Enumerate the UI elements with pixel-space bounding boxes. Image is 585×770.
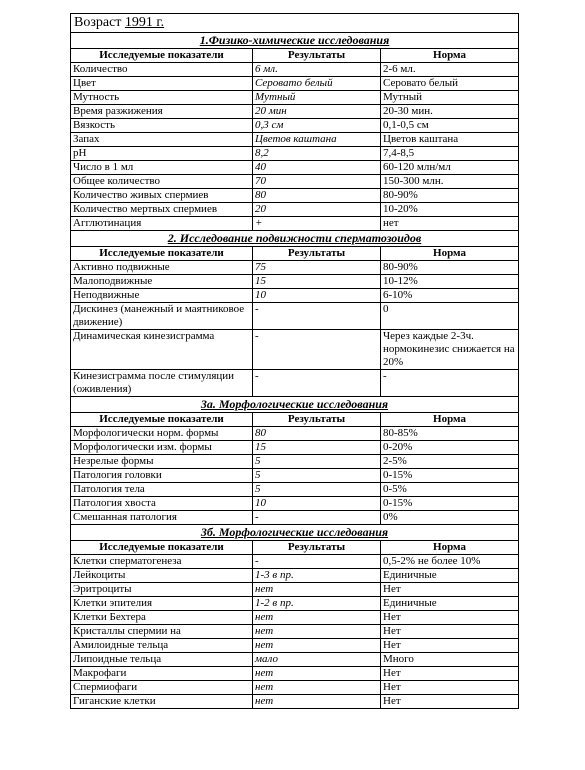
parameter-cell: Лейкоциты [71,569,253,583]
table-row [71,133,519,147]
result-cell: 20 [253,203,381,217]
section-title: 1.Физико-химические исследования [71,33,519,49]
result-cell: - [253,303,381,330]
result-cell: 80 [253,189,381,203]
norm-cell: 7,4-8,5 [381,147,519,161]
age-label: Возраст [74,15,122,30]
header-param: Исследуемые показатели [71,49,253,63]
parameter-cell: Дискинез (манежный и маятниковое движение) [71,303,253,330]
analysis-document [70,13,518,709]
table-row [71,303,519,330]
parameter-cell: Макрофаги [71,667,253,681]
column-header-row [71,247,519,261]
norm-cell: Мутный [381,91,519,105]
result-cell: нет [253,625,381,639]
parameter-cell: Количество живых спермиев [71,189,253,203]
table-row [71,695,519,709]
parameter-cell: Время разжижения [71,105,253,119]
parameter-cell: Неподвижные [71,289,253,303]
result-cell: 10 [253,497,381,511]
parameter-cell: Клетки сперматогенеза [71,555,253,569]
parameter-cell: Клетки эпителия [71,597,253,611]
table-row [71,289,519,303]
result-cell: 1-2 в пр. [253,597,381,611]
header-param: Исследуемые показатели [71,247,253,261]
table-row [71,161,519,175]
result-cell: 1-3 в пр. [253,569,381,583]
result-cell: - [253,555,381,569]
norm-cell: 0% [381,511,519,525]
norm-cell: 0-15% [381,497,519,511]
parameter-cell: Смешанная патология [71,511,253,525]
parameter-cell: Мутность [71,91,253,105]
header-param: Исследуемые показатели [71,541,253,555]
spermogram-table [70,13,519,709]
table-row [71,583,519,597]
parameter-cell: Патология головки [71,469,253,483]
result-cell: - [253,370,381,397]
parameter-cell: Общее количество [71,175,253,189]
table-row [71,667,519,681]
table-row [71,175,519,189]
header-result: Результаты [253,541,381,555]
parameter-cell: Морфологически норм. формы [71,427,253,441]
table-row [71,147,519,161]
parameter-cell: pH [71,147,253,161]
norm-cell: 10-20% [381,203,519,217]
table-row [71,653,519,667]
parameter-cell: Липоидные тельца [71,653,253,667]
norm-cell: 0,5-2% не более 10% [381,555,519,569]
result-cell: 5 [253,469,381,483]
parameter-cell: Количество [71,63,253,77]
parameter-cell: Клетки Бехтера [71,611,253,625]
table-row [71,217,519,231]
section-title-row [71,525,519,541]
result-cell: 20 мин [253,105,381,119]
parameter-cell: Спермиофаги [71,681,253,695]
header-norm: Норма [381,247,519,261]
age-year: 1991 г. [124,15,165,30]
norm-cell: Много [381,653,519,667]
column-header-row [71,49,519,63]
section-title-row [71,231,519,247]
table-row [71,469,519,483]
table-row [71,625,519,639]
result-cell: 80 [253,427,381,441]
parameter-cell: Малоподвижные [71,275,253,289]
section-title-row [71,33,519,49]
norm-cell: Цветов каштана [381,133,519,147]
norm-cell: 20-30 мин. [381,105,519,119]
table-row [71,330,519,370]
norm-cell: Нет [381,611,519,625]
parameter-cell: Динамическая кинезисграмма [71,330,253,370]
table-row [71,569,519,583]
parameter-cell: Амилоидные тельца [71,639,253,653]
norm-cell: Единичные [381,569,519,583]
result-cell: 5 [253,455,381,469]
table-row [71,275,519,289]
result-cell: нет [253,611,381,625]
result-cell: 40 [253,161,381,175]
table-row [71,119,519,133]
norm-cell: Нет [381,681,519,695]
norm-cell: 0-15% [381,469,519,483]
header-result: Результаты [253,49,381,63]
norm-cell: 80-90% [381,261,519,275]
norm-cell: 2-6 мл. [381,63,519,77]
parameter-cell: Активно подвижные [71,261,253,275]
norm-cell: 10-12% [381,275,519,289]
norm-cell: нет [381,217,519,231]
result-cell: нет [253,695,381,709]
result-cell: 15 [253,275,381,289]
table-row [71,63,519,77]
table-row [71,370,519,397]
result-cell: нет [253,667,381,681]
header-norm: Норма [381,541,519,555]
table-row [71,91,519,105]
norm-cell: 0-20% [381,441,519,455]
result-cell: 0,3 см [253,119,381,133]
norm-cell: 80-90% [381,189,519,203]
result-cell: 10 [253,289,381,303]
section-title: 2. Исследование подвижности сперматозоидов [71,231,519,247]
parameter-cell: Запах [71,133,253,147]
result-cell: Серовато белый [253,77,381,91]
header-param: Исследуемые показатели [71,413,253,427]
parameter-cell: Число в 1 мл [71,161,253,175]
column-header-row [71,413,519,427]
norm-cell: 2-5% [381,455,519,469]
norm-cell: 150-300 млн. [381,175,519,189]
table-row [71,189,519,203]
section-title-row [71,397,519,413]
header-norm: Норма [381,49,519,63]
result-cell: мало [253,653,381,667]
result-cell: 6 мл. [253,63,381,77]
parameter-cell: Патология тела [71,483,253,497]
norm-cell: Нет [381,583,519,597]
norm-cell: 0,1-0,5 см [381,119,519,133]
parameter-cell: Незрелые формы [71,455,253,469]
header-result: Результаты [253,247,381,261]
parameter-cell: Кристаллы спермии на [71,625,253,639]
section-title: 3а. Морфологические исследования [71,397,519,413]
result-cell: 5 [253,483,381,497]
result-cell: нет [253,639,381,653]
norm-cell: 0 [381,303,519,330]
norm-cell: Нет [381,695,519,709]
header-result: Результаты [253,413,381,427]
result-cell: Мутный [253,91,381,105]
result-cell: - [253,330,381,370]
parameter-cell: Морфологически изм. формы [71,441,253,455]
norm-cell: - [381,370,519,397]
result-cell: - [253,511,381,525]
norm-cell: 6-10% [381,289,519,303]
parameter-cell: Эритроциты [71,583,253,597]
parameter-cell: Агглютинация [71,217,253,231]
norm-cell: 80-85% [381,427,519,441]
table-row [71,511,519,525]
norm-cell: Нет [381,625,519,639]
parameter-cell: Количество мертвых спермиев [71,203,253,217]
age-row [71,14,519,33]
table-row [71,203,519,217]
result-cell: 70 [253,175,381,189]
table-row [71,639,519,653]
table-row [71,441,519,455]
norm-cell: Единичные [381,597,519,611]
column-header-row [71,541,519,555]
result-cell: нет [253,583,381,597]
parameter-cell: Кинезисграмма после стимуляции (оживления) [71,370,253,397]
result-cell: 8,2 [253,147,381,161]
table-row [71,77,519,91]
table-row [71,483,519,497]
result-cell: 75 [253,261,381,275]
table-row [71,611,519,625]
table-row [71,555,519,569]
table-row [71,455,519,469]
table-row [71,681,519,695]
parameter-cell: Патология хвоста [71,497,253,511]
parameter-cell: Вязкость [71,119,253,133]
header-norm: Норма [381,413,519,427]
result-cell: 15 [253,441,381,455]
parameter-cell: Гиганские клетки [71,695,253,709]
result-cell: нет [253,681,381,695]
result-cell: + [253,217,381,231]
norm-cell: Серовато белый [381,77,519,91]
age-cell [71,14,519,33]
result-cell: Цветов каштана [253,133,381,147]
table-row [71,105,519,119]
norm-cell: Нет [381,639,519,653]
norm-cell: 60-120 млн/мл [381,161,519,175]
section-title: 3б. Морфологические исследования [71,525,519,541]
norm-cell: Нет [381,667,519,681]
table-row [71,497,519,511]
parameter-cell: Цвет [71,77,253,91]
table-row [71,597,519,611]
norm-cell: Через каждые 2-3ч. нормокинезис снижается на 20% [381,330,519,370]
norm-cell: 0-5% [381,483,519,497]
table-row [71,427,519,441]
table-row [71,261,519,275]
